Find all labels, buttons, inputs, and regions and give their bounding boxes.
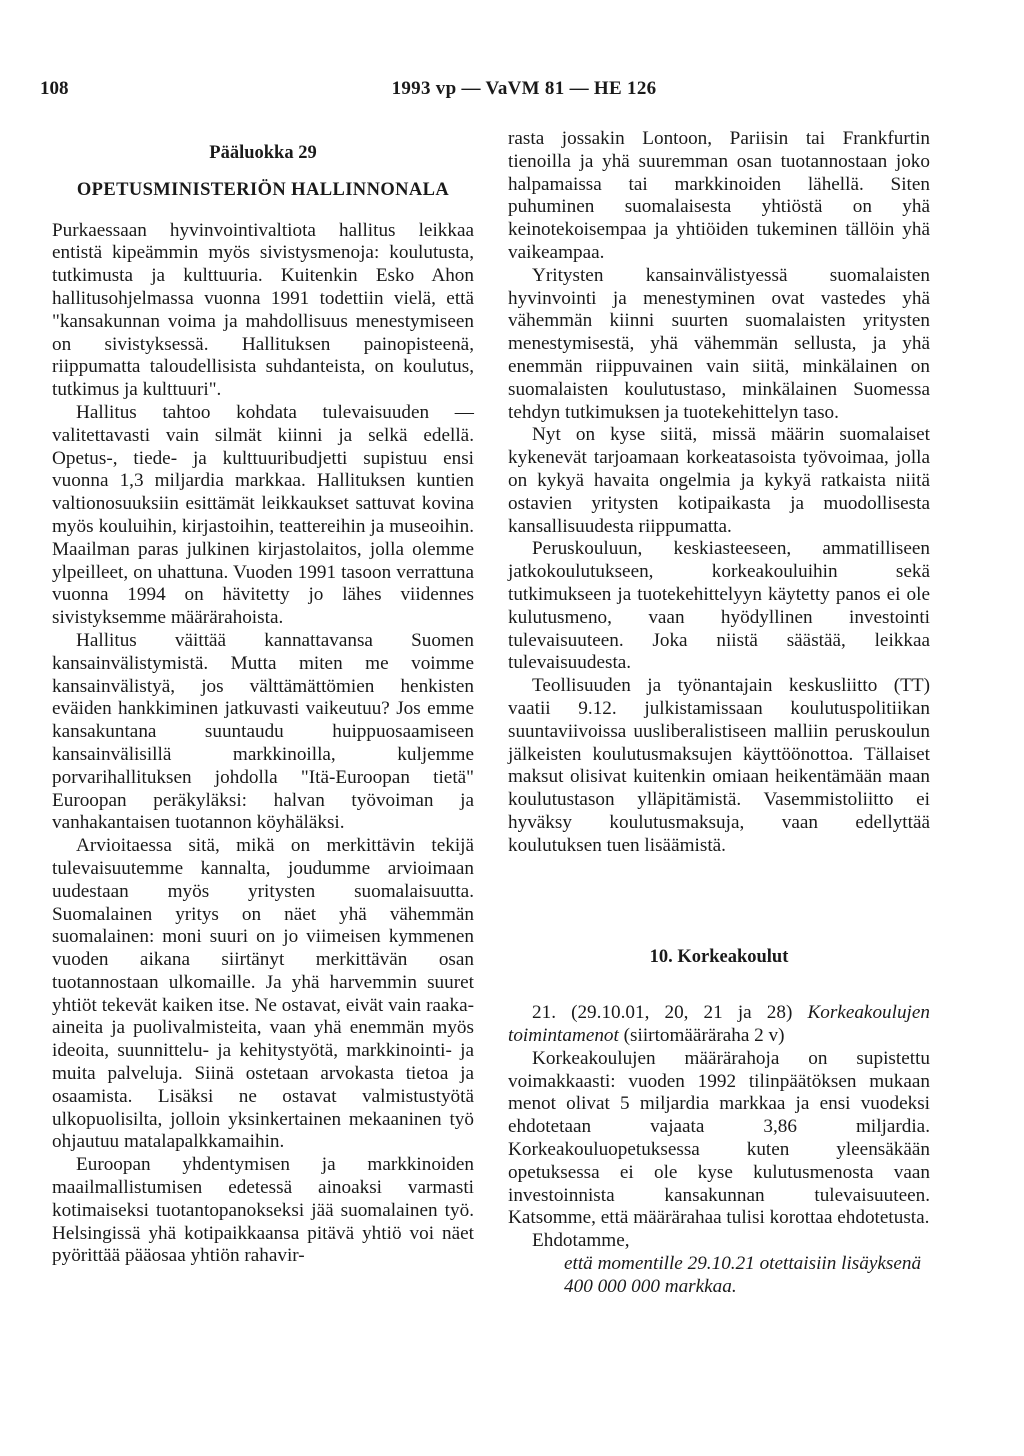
proposal-statement: että momentille 29.10.21 otettaisiin lisäyksenä 400 000 000 markkaa.	[564, 1253, 922, 1297]
paragraph: Arvioitaessa sitä, mikä on merkittävin tekijä tulevaisuutemme kannalta, joudumme arvioimaan uudestaan myös yritysten suomalaisuutta. Suomalainen yritys on näet yhä vähemmän suomalainen: moni suuri on jo viimeisen kymmenen vuoden aikana siirtänyt merkittävän osan tuotannostaan ulkomaille. Ja yhä harvemmin suuret yhtiöt tekevät kaiken itse. Ne ostavat, eivät vain raaka-aineita ja puolivalmisteita, vaan yhä enemmän myös ideoita, suunnittelu- ja kehitystyötä, markkinointi- ja muita palveluja. Siinä ostetaan arvokasta tietoa ja osaamista. Lisäksi ne ostavat valmistustyötä ulkopuolisilta, jolloin yksinkertainen mekaaninen työ ohjautuu matalapalkkamaihin.	[52, 835, 474, 1153]
paragraph: rasta jossakin Lontoon, Pariisin tai Frankfurtin tienoilla ja yhä suuremman osan tuotannostaan joko halpamaissa tai markkinoiden lähellä. Siten puhuminen suomalaisesta yhtiöstä on yhä keinotekoisempaa ja yhtiöiden tukeminen tällöin yhä vaikeampaa.	[508, 128, 930, 263]
paragraph: Teollisuuden ja työnantajain keskusliitto (TT) vaatii 9.12. julkistamissaan koulutuspolitiikan suuntaviivoissa uusliberalistiseen malliin peruskoulun jälkeisten koulutusmaksujen käyttöönottoa. Tällaiset maksut olisivat kuitenkin omiaan heikentämään maan koulutustason ylläpitämistä. Vasemmistoliitto ei hyväksy koulutusmaksuja, vaan edellyttää koulutuksen tuen lisäämistä.	[508, 675, 930, 856]
page-number: 108	[40, 78, 69, 99]
right-column	[508, 128, 930, 1299]
running-head: 1993 vp — VaVM 81 — HE 126	[391, 78, 657, 99]
chapter-heading: 10. Korkeakoulut	[649, 946, 789, 967]
item-title: Korkeakoulujen toimintamenot	[508, 1002, 930, 1047]
section-heading: OPETUSMINISTERIÖN HALLINNONALA	[76, 179, 450, 200]
paragraph: Hallitus väittää kannattavansa Suomen kansainvälistymistä. Mutta miten me voimme kansainvälistyä, jos välttämättömien henkisten eväiden hankkiminen jatkuvasti vaikeutuu? Jos emme kansakuntana suuntaudu huippuosaamiseen kansainvälisillä markkinoilla, kuljemme porvarihallituksen johdolla "Itä-Euroopan tietä" Euroopan peräkyläksi: halvan työvoiman ja vanhakantaisen tuotannon köyhäläksi.	[52, 629, 474, 834]
section-subheading: Pääluokka 29	[209, 143, 317, 163]
item-number: 21. (29.10.01, 20, 21 ja 28)	[532, 1002, 793, 1024]
paragraph: Purkaessaan hyvinvointivaltiota hallitus leikkaa entistä kipeämmin myös sivistysmenoja: koulutusta, tutkimusta ja kulttuuria. Kuitenkin Esko Ahon hallitusohjelmassa vuonna 1991 todettiin vielä, että "kansakunnan voima ja mahdollisuus menestymiseen on sivistyksessä. Hallituksen painopisteenä, riippumatta taloudellisista suhdanteista, on koulutus, tutkimus ja kulttuuri".	[52, 219, 474, 401]
left-column	[52, 128, 474, 1268]
paragraph: Nyt on kyse siitä, missä määrin suomalaiset kykenevät tarjoamaan korkeatasoista työvoimaa, jolla on kykyä havaita ongelmia ja kykyä ratkaista niitä ostavien yritysten kotipaikasta ja muodollisesta kansallisuudesta riippumatta.	[508, 424, 930, 537]
paragraph: Ehdotamme,	[532, 1230, 630, 1252]
page-header	[40, 78, 984, 108]
paragraph: Peruskouluun, keskiasteeseen, ammatilliseen jatkokoulutukseen, korkeakouluihin sekä tutkimukseen ja tuotekehittelyyn käytetty panos ei ole kulutusmeno, vaan hyödyllinen investointi tulevaisuuteen. Joka niistä säästää, leikkaa tulevaisuudesta.	[508, 538, 930, 674]
item-tail: (siirtomääräraha 2 v)	[623, 1025, 785, 1047]
paragraph: Hallitus tahtoo kohdata tulevaisuuden — valitettavasti vain silmät kiinni ja selkä edellä. Opetus-, tiede- ja kulttuuribudjetti supistuu ensi vuonna 1,3 miljardia markkaa. Hallituksen kuntien valtionosuuksiin esittämät leikkaukset sattuvat kovina myös kouluihin, kirjastoihin, teattereihin ja museoihin. Maailman paras julkinen kirjastolaitos, jolla olemme ylpeilleet, on uhattuna. Vuoden 1991 tasoon verrattuna vuonna 1994 on hävitetty jo lähes viidennes sivistyksemme määrärahoista.	[52, 401, 474, 629]
paragraph: Euroopan yhdentymisen ja markkinoiden maailmallistumisen edetessä ainoaksi varmasti kotimaiseksi tuotantopanokseksi jää suomalainen työ. Helsingissä yhä kotipaikkaansa pitävä yhtiö voi näet pyörittää pääosaa yhtiön rahavir-	[52, 1154, 474, 1267]
paragraph: Korkeakoulujen määrärahoja on supistettu voimakkaasti: vuoden 1992 tilinpäätöksen mukaan menot olivat 5 miljardia markkaa ja ensi vuodeksi ehdotetaan vajaata 3,86 miljardia. Korkeakouluopetuksessa kuten yleensäkään opetuksessa ei ole kyse kulutusmenosta vaan investoinnista kansakunnan tulevaisuuteen. Katsomme, että määrärahaa tulisi korottaa ehdotetusta.	[508, 1047, 930, 1229]
budget-item-line	[508, 1002, 930, 1048]
paragraph: Yritysten kansainvälistyessä suomalaisten hyvinvointi ja menestyminen ovat vastedes yhä vähemmän kiinni suurten suomalaisten yritysten menestymisestä, yhä vähemmän sellusta, ja yhä enemmän riippuvainen vain siitä, minkälainen on suomalaisten koulutustaso, minkälainen Suomessa tehdyn tutkimuksen ja tuotekehittelyn taso.	[508, 264, 930, 423]
